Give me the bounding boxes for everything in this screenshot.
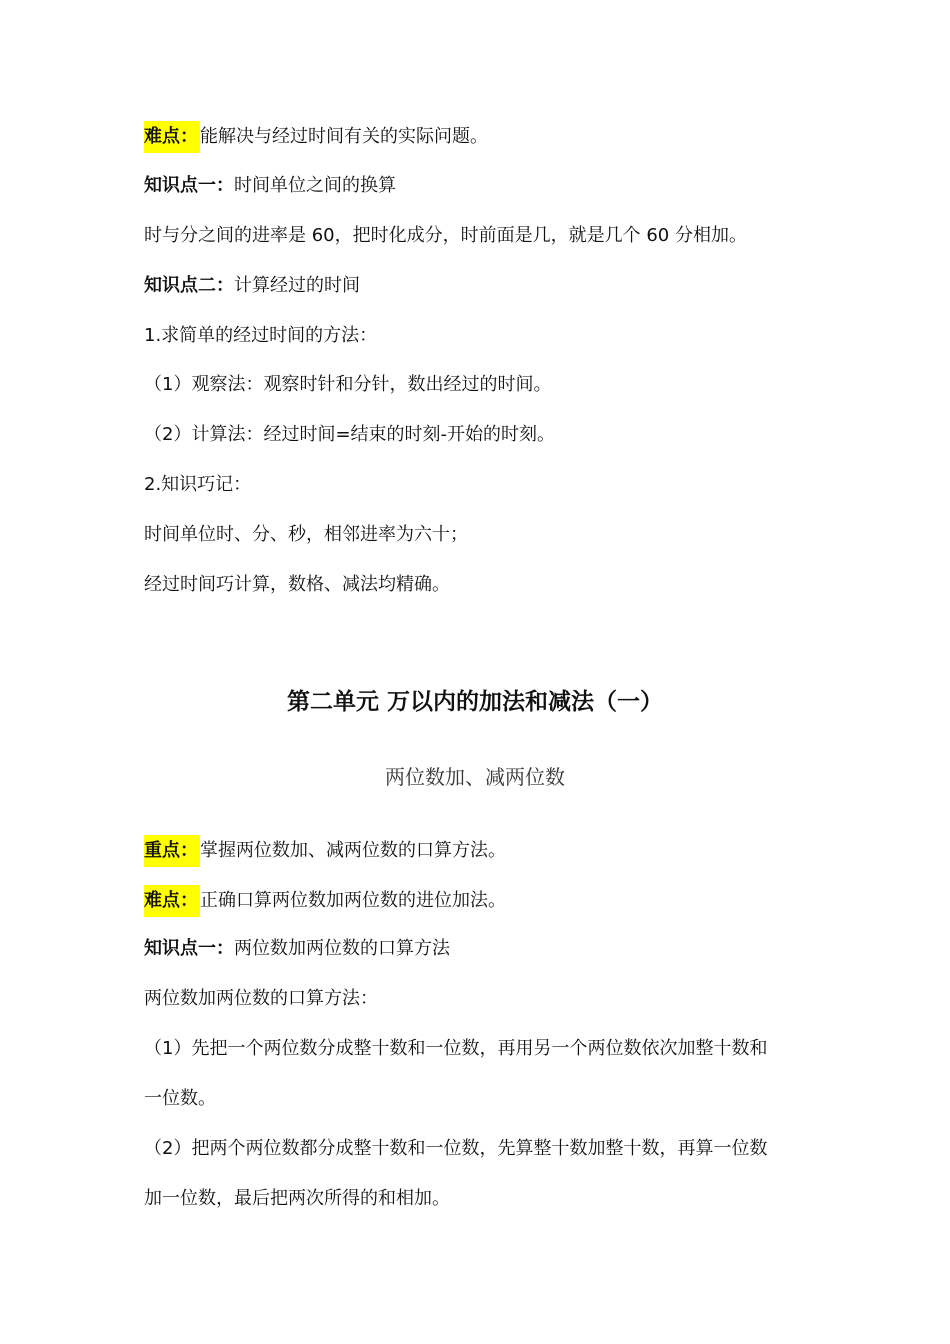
kp2-label: 知识点二： (144, 275, 234, 296)
knowledge-point-2 (144, 273, 360, 299)
knowledge-point-1 (144, 173, 396, 199)
difficulty-label-1: 难点： (144, 121, 200, 153)
unit-title: 第二单元 万以内的加法和减法（一） (286, 689, 663, 715)
difficulty-line-1 (144, 121, 488, 153)
unit-subtitle: 两位数加、减两位数 (385, 765, 565, 789)
kp1-label: 知识点一： (144, 175, 234, 196)
key-text: 掌握两位数加、减两位数的口算方法。 (200, 840, 506, 861)
section2-kp1-body: 两位数加两位数的口算方法： (144, 988, 378, 1009)
difficulty-label-2: 难点： (144, 885, 200, 917)
method-2-line-1: （2）把两个两位数都分成整十数和一位数，先算整十数加整十数，再算一位数 (144, 1138, 768, 1159)
tip-line-2: 经过时间巧计算，数格、减法均精确。 (144, 574, 450, 595)
tip-line-1: 时间单位时、分、秒，相邻进率为六十； (144, 524, 468, 545)
section2-kp1-label: 知识点一： (144, 938, 234, 959)
method-observe: （1）观察法：观察时针和分针，数出经过的时间。 (144, 374, 552, 395)
method-heading: 1.求简单的经过时间的方法： (144, 325, 378, 346)
tips-heading: 2.知识巧记： (144, 474, 252, 495)
key-point-line (144, 835, 506, 867)
method-1-line-1: （1）先把一个两位数分成整十数和一位数，再用另一个两位数依次加整十数和 (144, 1038, 768, 1059)
difficulty-text-1: 能解决与经过时间有关的实际问题。 (200, 126, 488, 147)
difficulty-line-2 (144, 885, 506, 917)
key-label: 重点： (144, 835, 200, 867)
difficulty-text-2: 正确口算两位数加两位数的进位加法。 (200, 890, 506, 911)
method-2-line-2: 加一位数，最后把两次所得的和相加。 (144, 1188, 450, 1209)
section2-kp1-text: 两位数加两位数的口算方法 (234, 938, 450, 959)
section2-knowledge-point-1 (144, 936, 450, 962)
kp2-text: 计算经过的时间 (234, 275, 360, 296)
method-1-line-2: 一位数。 (144, 1088, 216, 1109)
kp1-text: 时间单位之间的换算 (234, 175, 396, 196)
method-calculate: （2）计算法：经过时间=结束的时刻-开始的时刻。 (144, 424, 556, 445)
kp1-body: 时与分之间的进率是 60，把时化成分，时前面是几，就是几个 60 分相加。 (144, 225, 747, 246)
